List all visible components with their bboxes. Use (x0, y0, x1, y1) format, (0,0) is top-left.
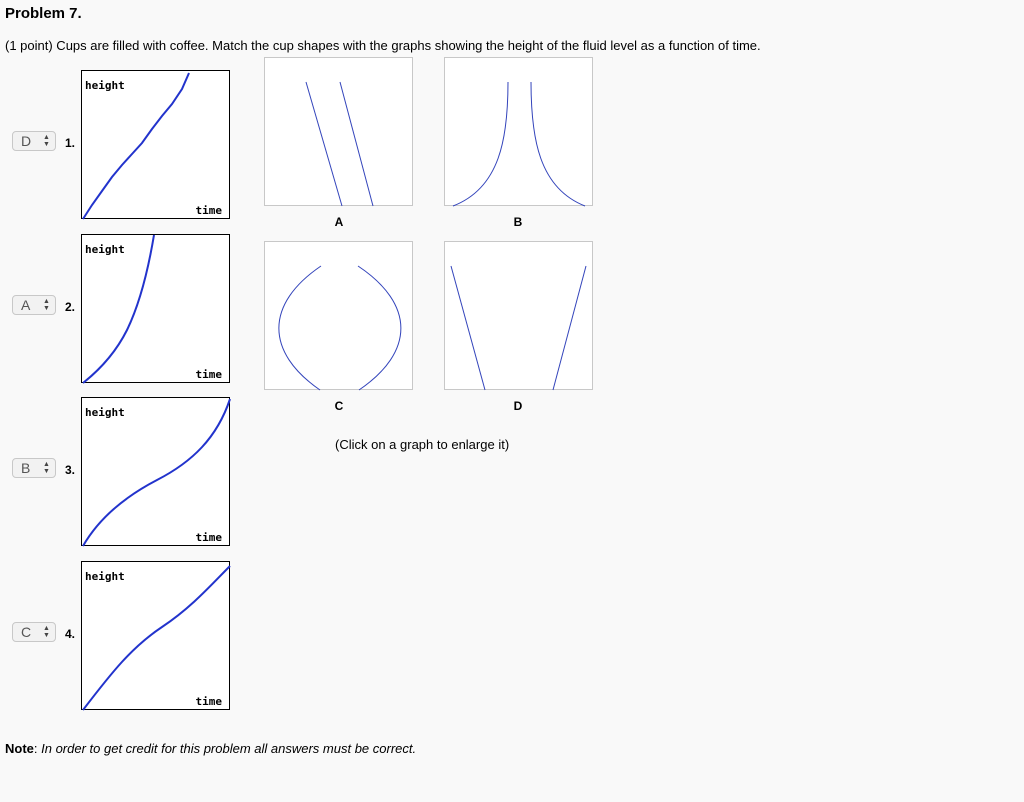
answer-row-2 (0, 234, 240, 384)
height-graph-4[interactable] (81, 561, 230, 710)
answer-row-4 (0, 561, 240, 711)
cup-graph-a[interactable] (264, 57, 413, 206)
answer-select-1[interactable] (12, 131, 56, 151)
answer-row-3 (0, 397, 240, 547)
cup-graph-b[interactable] (444, 57, 593, 206)
height-graph-2[interactable] (81, 234, 230, 383)
problem-title: Problem 7. (5, 5, 82, 22)
answer-select-value: D (21, 133, 32, 149)
problem-intro: (1 point) Cups are filled with coffee. Match the cup shapes with the graphs showing the height of the fluid level as a function of time. (5, 38, 761, 53)
x-axis-label: time (195, 531, 222, 544)
answer-select-3[interactable] (12, 458, 56, 478)
answer-number: 3. (65, 463, 76, 477)
answer-select-value: B (21, 460, 31, 476)
cup-graph-d[interactable] (444, 241, 593, 390)
answer-number: 2. (65, 300, 76, 314)
enlarge-hint: (Click on a graph to enlarge it) (335, 437, 510, 452)
cup-label-c: C (334, 399, 344, 413)
height-curve-2 (82, 235, 231, 384)
updown-arrows-icon: ▲ ▼ (43, 625, 50, 639)
updown-arrows-icon: ▲ ▼ (43, 461, 50, 475)
cup-label-a: A (334, 215, 344, 229)
y-axis-label: height (85, 243, 125, 256)
answer-select-value: C (21, 624, 32, 640)
note-label: Note (5, 741, 34, 756)
cup-shape-d (445, 242, 594, 391)
answer-select-4[interactable] (12, 622, 56, 642)
note-text: In order to get credit for this problem all answers must be correct. (41, 741, 417, 756)
credit-note: Note: In order to get credit for this problem all answers must be correct. (5, 741, 417, 756)
height-graph-3[interactable] (81, 397, 230, 546)
height-curve-1 (82, 71, 231, 220)
cup-shape-b (445, 58, 594, 207)
x-axis-label: time (195, 368, 222, 381)
cup-label-d: D (513, 399, 523, 413)
cup-shape-a (265, 58, 414, 207)
answer-select-2[interactable] (12, 295, 56, 315)
height-graph-1[interactable] (81, 70, 230, 219)
x-axis-label: time (195, 695, 222, 708)
cup-label-b: B (513, 215, 523, 229)
answer-row-1 (0, 70, 240, 220)
updown-arrows-icon: ▲ ▼ (43, 134, 50, 148)
cup-graph-c[interactable] (264, 241, 413, 390)
height-curve-3 (82, 398, 231, 547)
y-axis-label: height (85, 406, 125, 419)
x-axis-label: time (195, 204, 222, 217)
updown-arrows-icon: ▲ ▼ (43, 298, 50, 312)
cup-shape-c (265, 242, 414, 391)
height-curve-4 (82, 562, 231, 711)
answer-select-value: A (21, 297, 31, 313)
y-axis-label: height (85, 570, 125, 583)
answer-number: 1. (65, 136, 76, 150)
answer-number: 4. (65, 627, 76, 641)
y-axis-label: height (85, 79, 125, 92)
